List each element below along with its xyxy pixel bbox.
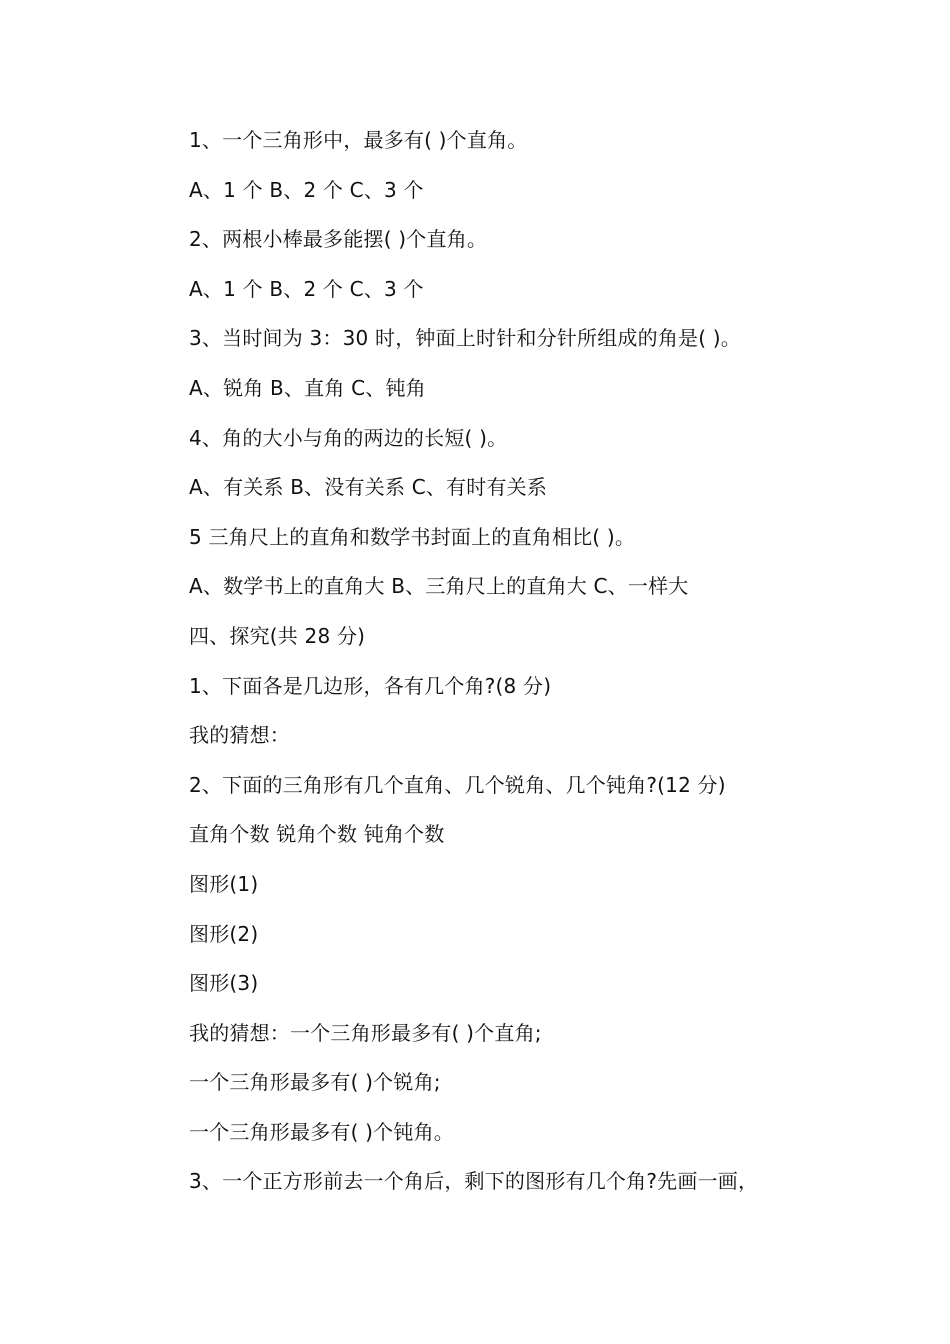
question-2-options: A、1 个 B、2 个 C、3 个 <box>189 276 424 301</box>
question-5-options: A、数学书上的直角大 B、三角尺上的直角大 C、一样大 <box>189 574 689 599</box>
section-heading-explore: 四、探究(共 28 分) <box>189 623 366 648</box>
document-body <box>189 116 829 1207</box>
question-1-options: A、1 个 B、2 个 C、3 个 <box>189 177 424 202</box>
question-2: 2、两根小棒最多能摆( )个直角。 <box>189 227 488 252</box>
guess-line-obtuse-angle: 一个三角形最多有( )个钝角。 <box>189 1119 454 1144</box>
explore-question-1: 1、下面各是几边形，各有几个角?(8 分) <box>189 673 552 698</box>
table-row-figure-3: 图形(3) <box>189 971 259 996</box>
guess-line-right-angle: 我的猜想：一个三角形最多有( )个直角; <box>189 1020 542 1045</box>
question-3-options: A、锐角 B、直角 C、钝角 <box>189 375 426 400</box>
explore-question-3: 3、一个正方形前去一个角后，剩下的图形有几个角?先画一画， <box>189 1169 759 1194</box>
table-row-figure-1: 图形(1) <box>189 871 259 896</box>
table-row-figure-2: 图形(2) <box>189 921 259 946</box>
question-5: 5 三角尺上的直角和数学书封面上的直角相比( )。 <box>189 524 636 549</box>
question-3: 3、当时间为 3：30 时，钟面上时针和分针所组成的角是( )。 <box>189 326 741 351</box>
guess-line-acute-angle: 一个三角形最多有( )个锐角; <box>189 1070 441 1095</box>
question-4: 4、角的大小与角的两边的长短( )。 <box>189 425 508 450</box>
table-header-row: 直角个数 锐角个数 钝角个数 <box>189 822 445 847</box>
guess-label-1: 我的猜想： <box>189 723 290 748</box>
question-4-options: A、有关系 B、没有关系 C、有时有关系 <box>189 475 548 500</box>
question-1: 1、一个三角形中，最多有( )个直角。 <box>189 128 528 152</box>
explore-question-2: 2、下面的三角形有几个直角、几个锐角、几个钝角?(12 分) <box>189 772 726 797</box>
